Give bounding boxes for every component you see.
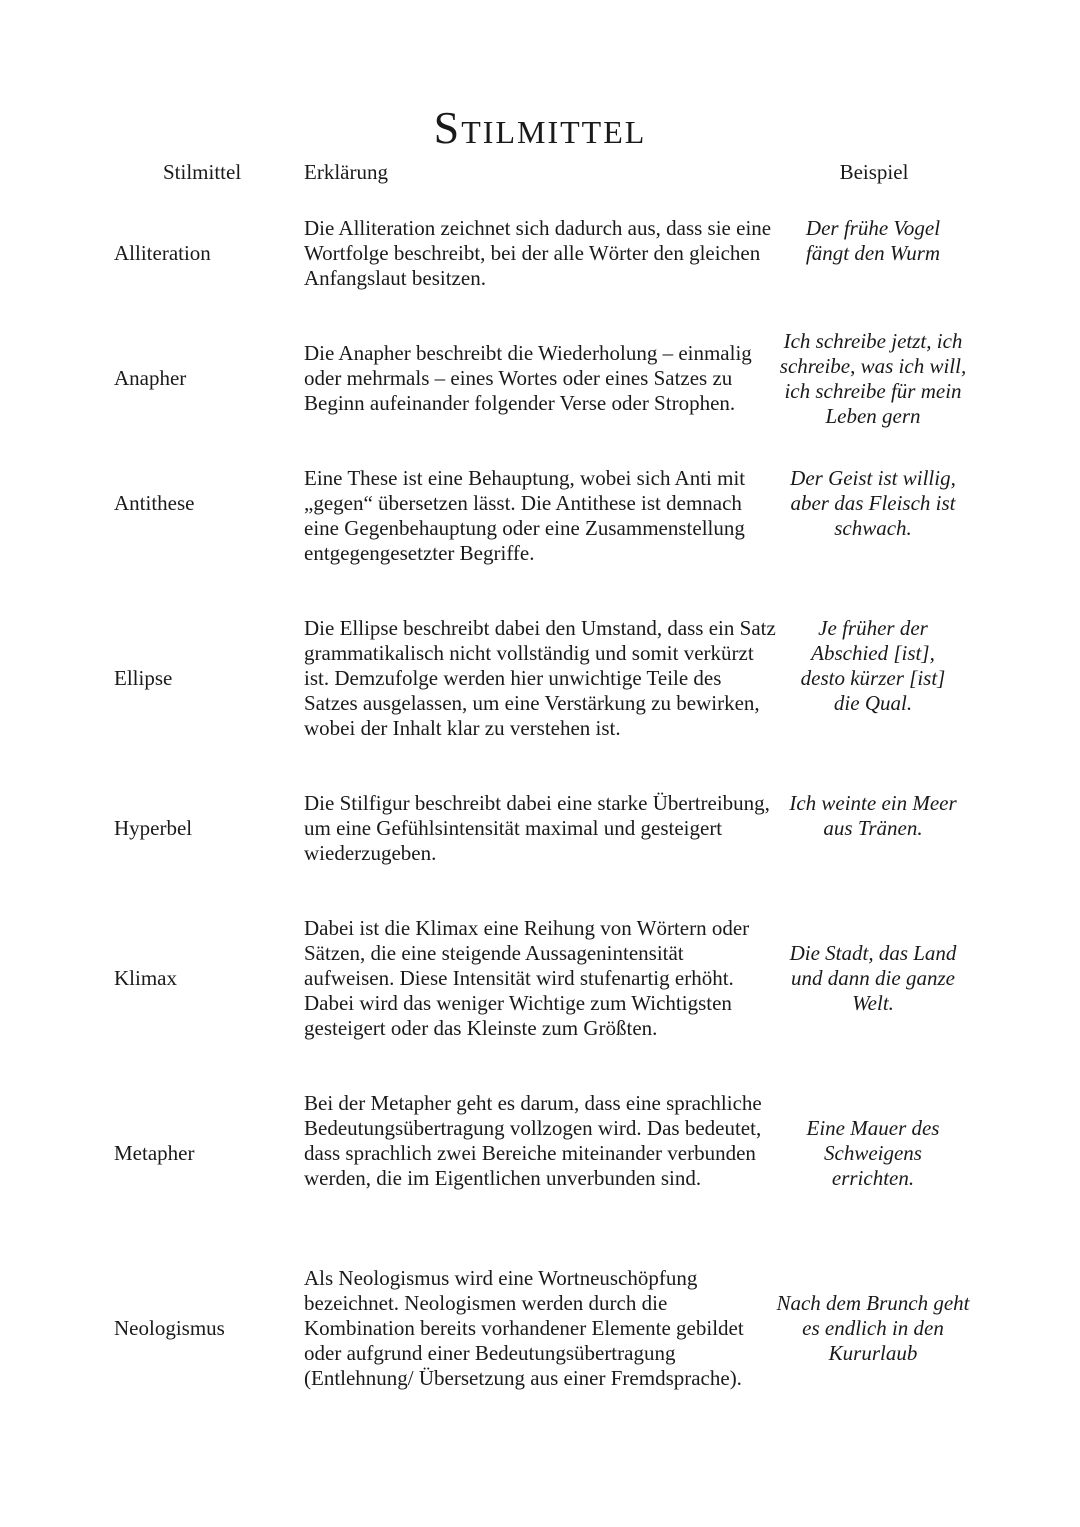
term-cell: Ellipse: [114, 666, 173, 690]
column-header-explanation: Erklärung: [304, 160, 388, 184]
explanation-cell: Als Neologismus wird eine Wortneuschöpfung bezeichnet. Neologismen werden durch die Kombination bereits vorhandener Elemente gebildet oder aufgrund einer Bedeutungsübertragung (Entlehnung/ Übersetzung aus einer Fremdsprache).: [304, 1266, 744, 1390]
explanation-cell: Eine These ist eine Behauptung, wobei sich Anti mit „gegen“ übersetzen lässt. Die Antithese ist demnach eine Gegenbehauptung oder eine Zusammenstellung entgegengesetzter Begriffe.: [304, 466, 746, 565]
example-cell: Ich weinte ein Meer aus Tränen.: [789, 791, 957, 840]
explanation-cell: Die Stilfigur beschreibt dabei eine starke Übertreibung, um eine Gefühlsintensität maximal und gesteigert wiederzugeben.: [304, 791, 770, 865]
explanation-cell: Die Ellipse beschreibt dabei den Umstand, dass ein Satz grammatikalisch nicht vollständig und somit verkürzt ist. Demzufolge werden hier unwichtige Teile des Satzes ausgelassen, um eine Verstärkung zu bewirken, wobei der Inhalt klar zu verstehen ist.: [304, 616, 776, 740]
example-cell: Je früher der Abschied [ist], desto kürzer [ist] die Qual.: [800, 616, 946, 715]
page-title: Stilmittel: [433, 102, 647, 153]
term-cell: Metapher: [114, 1141, 195, 1165]
example-cell: Eine Mauer des Schweigens errichten.: [806, 1116, 940, 1190]
example-cell: Die Stadt, das Land und dann die ganze Welt.: [789, 941, 957, 1015]
column-header-term: Stilmittel: [163, 160, 242, 184]
term-cell: Klimax: [114, 966, 177, 990]
column-header-example: Beispiel: [839, 160, 909, 184]
term-cell: Neologismus: [114, 1316, 225, 1340]
term-cell: Alliteration: [114, 241, 211, 265]
example-cell: Der frühe Vogel fängt den Wurm: [805, 216, 941, 265]
explanation-cell: Die Alliteration zeichnet sich dadurch aus, dass sie eine Wortfolge beschreibt, bei der alle Wörter den gleichen Anfangslaut besitzen.: [304, 216, 772, 290]
term-cell: Antithese: [114, 491, 195, 515]
term-cell: Hyperbel: [114, 816, 193, 840]
example-cell: Nach dem Brunch geht es endlich in den Kururlaub: [776, 1291, 970, 1365]
example-cell: Ich schreibe jetzt, ich schreibe, was ich will, ich schreibe für mein Leben gern: [779, 329, 967, 428]
example-cell: Der Geist ist willig, aber das Fleisch ist schwach.: [790, 466, 956, 540]
explanation-cell: Bei der Metapher geht es darum, dass eine sprachliche Bedeutungsübertragung vollzogen wird. Das bedeutet, dass sprachlich zwei Bereiche miteinander verbunden werden, die im Eigentlichen unverbunden sind.: [304, 1091, 762, 1190]
term-cell: Anapher: [114, 366, 187, 390]
explanation-cell: Die Anapher beschreibt die Wiederholung – einmalig oder mehrmals – eines Wortes oder eines Satzes zu Beginn aufeinander folgender Verse oder Strophen.: [304, 341, 752, 415]
explanation-cell: Dabei ist die Klimax eine Reihung von Wörtern oder Sätzen, die eine steigende Aussagenintensität aufweisen. Diese Intensität wird stufenartig erhöht. Dabei wird das weniger Wichtige zum Wichtigsten gesteigert oder das Kleinste zum Größten.: [304, 916, 750, 1040]
